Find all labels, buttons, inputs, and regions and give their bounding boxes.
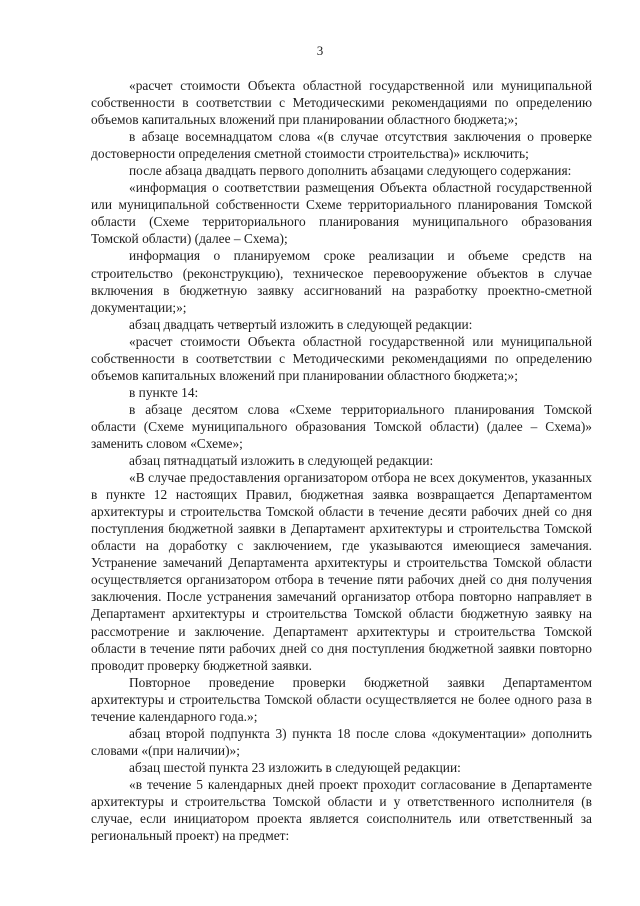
paragraph: информация о планируемом сроке реализации и объеме средств на строительство (реконструкцию), техническое перевооружение объектов в случае включения в бюджетную заявку ассигнований на разработку проектно-сметной документации;»; <box>91 248 592 315</box>
paragraph: Повторное проведение проверки бюджетной заявки Департаментом архитектуры и строительства Томской области осуществляется не более одного раза в течение календарного года.»; <box>91 674 592 724</box>
paragraph: абзац второй подпункта 3) пункта 18 после слова «документации» дополнить словами «(при наличии)»; <box>91 725 592 758</box>
paragraph: абзац пятнадцатый изложить в следующей редакции: <box>129 453 434 469</box>
paragraph: в абзаце десятом слова «Схеме территориального планирования Томской области (Схеме муниципального образования Томской области) (далее – Схема)» заменить словом «Схеме»; <box>91 401 592 451</box>
paragraph: в абзаце восемнадцатом слова «(в случае отсутствия заключения о проверке достоверности определения сметной стоимости строительства)» исключить; <box>91 129 592 162</box>
paragraph: в пункте 14: <box>129 384 199 400</box>
paragraph: «расчет стоимости Объекта областной государственной или муниципальной собственности в соответствии с Методическими рекомендациями по определению объемов капитальных вложений при планировании областного бюджета;»; <box>91 333 592 383</box>
paragraph: после абзаца двадцать первого дополнить абзацами следующего содержания: <box>129 163 572 179</box>
document-body <box>91 77 592 844</box>
paragraph: «в течение 5 календарных дней проект проходит согласование в Департаменте архитектуры и строительства Томской области и у ответственного исполнителя (в случае, если инициатором проекта является соисполнитель или ответственный за региональный проект) на предмет: <box>91 776 592 844</box>
paragraph: абзац шестой пункта 23 изложить в следующей редакции: <box>129 759 461 775</box>
paragraph: «информация о соответствии размещения Объекта областной государственной или муниципальной собственности Схеме территориального планирования Томской области (Схеме территориального планирования муниципального образования Томской области) (далее – Схема); <box>91 180 592 247</box>
paragraph: абзац двадцать четвертый изложить в следующей редакции: <box>129 316 473 332</box>
page-number: 3 <box>316 43 324 58</box>
paragraph: «расчет стоимости Объекта областной государственной или муниципальной собственности в соответствии с Методическими рекомендациями по определению объемов капитальных вложений при планировании областного бюджета;»; <box>91 78 592 128</box>
paragraph: «В случае предоставления организатором отбора не всех документов, указанных в пункте 12 настоящих Правил, бюджетная заявка возвращается Департаментом архитектуры и строительства Томской области в течение десяти рабочих дней со дня поступления бюджетной заявки в Департамент архитектуры и строительства Томской области на доработку с заключением, где указываются имеющиеся замечания. Устранение замечаний Департамента архитектуры и строительства Томской области осуществляется организатором отбора в течение пяти рабочих дней со дня получения заключения. После устранения замечаний организатор отбора повторно направляет в Департамент архитектуры и строительства Томской области бюджетную заявку на рассмотрение и заключение. Департамент архитектуры и строительства Томской области в течение пяти рабочих дней со дня поступления бюджетной заявки повторно проводит проверку бюджетной заявки. <box>91 470 592 673</box>
